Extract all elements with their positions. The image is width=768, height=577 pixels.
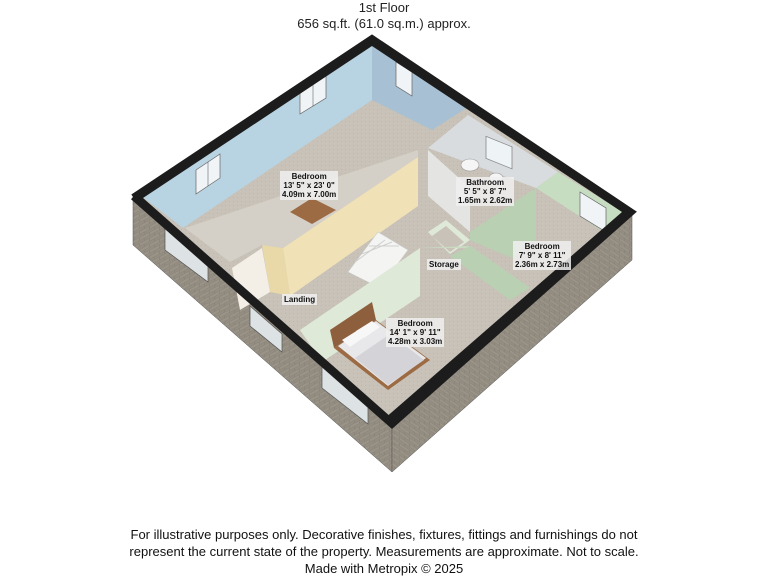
floor-title: 1st Floor	[358, 0, 410, 15]
room-dimensions-imperial: 5' 5" x 8' 7"	[463, 187, 507, 196]
disclaimer-footer	[0, 526, 768, 577]
room-dimensions-metric: 4.28m x 3.03m	[388, 337, 443, 346]
bathroom-basin	[461, 159, 479, 171]
disclaimer-line-1: For illustrative purposes only. Decorative finishes, fixtures, fittings and furnishings do not	[130, 527, 638, 542]
room-dimensions-metric: 1.65m x 2.62m	[458, 196, 513, 205]
room-label-bedroom-3	[386, 318, 444, 347]
copyright-line: Made with Metropix © 2025	[304, 561, 464, 576]
room-label-storage	[427, 259, 461, 270]
disclaimer-line-2: represent the current state of the property. Measurements are approximate. Not to scale.	[129, 544, 639, 559]
room-name: Bedroom	[291, 172, 327, 181]
room-name: Landing	[284, 295, 316, 304]
room-label-bathroom	[456, 177, 514, 206]
room-dimensions-imperial: 7' 9" x 8' 11"	[518, 251, 566, 260]
room-dimensions-imperial: 13' 5" x 23' 0"	[283, 181, 335, 190]
room-dimensions-imperial: 14' 1" x 9' 11"	[389, 328, 441, 337]
floor-area: 656 sq.ft. (61.0 sq.m.) approx.	[297, 16, 471, 31]
room-dimensions-metric: 2.36m x 2.73m	[515, 260, 570, 269]
room-label-bedroom-2	[513, 241, 571, 270]
room-label-bedroom-1	[280, 171, 338, 200]
room-name: Bedroom	[524, 242, 560, 251]
room-name: Bathroom	[466, 178, 505, 187]
room-name: Bedroom	[397, 319, 433, 328]
room-dimensions-metric: 4.09m x 7.00m	[282, 190, 337, 199]
room-label-landing	[282, 294, 317, 305]
room-name: Storage	[429, 260, 459, 269]
